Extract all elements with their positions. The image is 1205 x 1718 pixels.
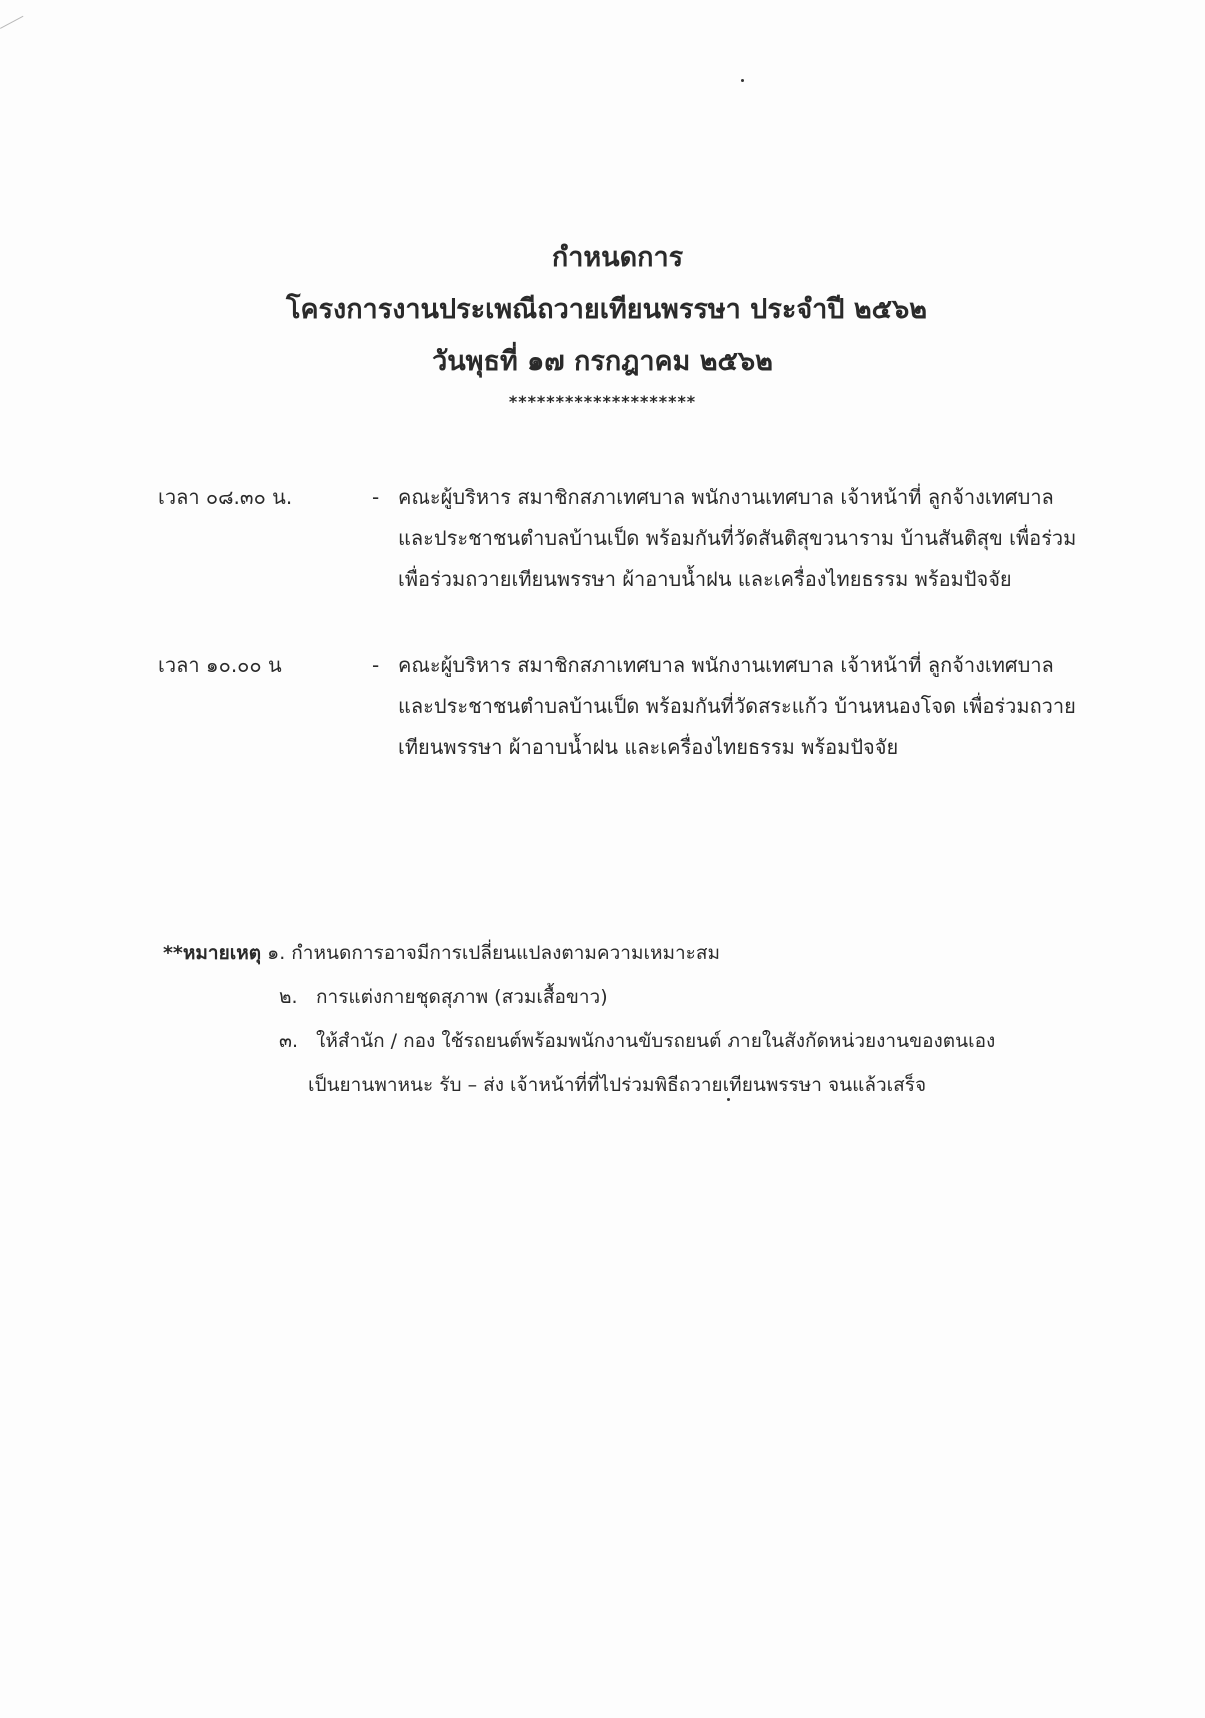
note-continuation: เป็นยานพาหนะ รับ – ส่ง เจ้าหน้าที่ที่ไปร่วมพิธีถวายเทียนพรรษา จนแล้วเสร็จ: [308, 1074, 927, 1096]
schedule-desc-line: และประชาชนตำบลบ้านเป็ด พร้อมกันที่วัดสันติสุขวนาราม บ้านสันติสุข เพื่อร่วม: [398, 526, 1077, 550]
schedule-time: เวลา ๑๐.๐๐ น: [158, 653, 282, 677]
note-text: ให้สำนัก / กอง ใช้รถยนต์พร้อมพนักงานขับรถยนต์ ภายในสังกัดหน่วยงานของตนเอง: [316, 1030, 996, 1052]
title-project-name: โครงการงานประเพณีถวายเทียนพรรษา ประจำปี ๒๕๖๒: [285, 294, 928, 325]
schedule-dash: -: [372, 485, 380, 509]
title-divider-stars: ********************: [508, 392, 697, 411]
note-item: [279, 977, 608, 1017]
schedule-desc-line: เทียนพรรษา ผ้าอาบน้ำฝน และเครื่องไทยธรรม พร้อมปัจจัย: [398, 735, 899, 759]
note-number: ๓.: [279, 1030, 299, 1052]
title-schedule: กำหนดการ: [551, 242, 684, 273]
schedule-desc-line: [368, 477, 1054, 518]
schedule-desc-text: คณะผู้บริหาร สมาชิกสภาเทศบาล พนักงานเทศบาล เจ้าหน้าที่ ลูกจ้างเทศบาล: [398, 653, 1054, 677]
document-title-block: [0, 232, 1205, 416]
scan-dot-bottom: [727, 1098, 730, 1101]
notes-heading: **หมายเหตุ: [163, 942, 262, 964]
scan-dot-top: [741, 79, 744, 82]
schedule-desc-line: เพื่อร่วมถวายเทียนพรรษา ผ้าอาบน้ำฝน และเครื่องไทยธรรม พร้อมปัจจัย: [398, 567, 1012, 591]
note-item: [163, 933, 720, 973]
note-number: ๒.: [279, 986, 298, 1008]
note-text: กำหนดการอาจมีการเปลี่ยนแปลงตามความเหมาะสม: [291, 942, 721, 964]
schedule-desc-line: [368, 645, 1054, 686]
title-date: วันพุธที่ ๑๗ กรกฎาคม ๒๕๖๒: [432, 346, 773, 377]
schedule-desc-text: คณะผู้บริหาร สมาชิกสภาเทศบาล พนักงานเทศบาล เจ้าหน้าที่ ลูกจ้างเทศบาล: [398, 485, 1054, 509]
note-text: การแต่งกายชุดสุภาพ (สวมเสื้อขาว): [316, 986, 608, 1008]
scan-corner-mark: [0, 16, 35, 50]
note-item: [279, 1021, 995, 1061]
schedule-dash: -: [372, 653, 380, 677]
schedule-time: เวลา ๐๘.๓๐ น.: [158, 485, 293, 509]
schedule-desc-line: และประชาชนตำบลบ้านเป็ด พร้อมกันที่วัดสระแก้ว บ้านหนองโจด เพื่อร่วมถวาย: [398, 694, 1076, 718]
note-number: ๑.: [267, 942, 286, 964]
